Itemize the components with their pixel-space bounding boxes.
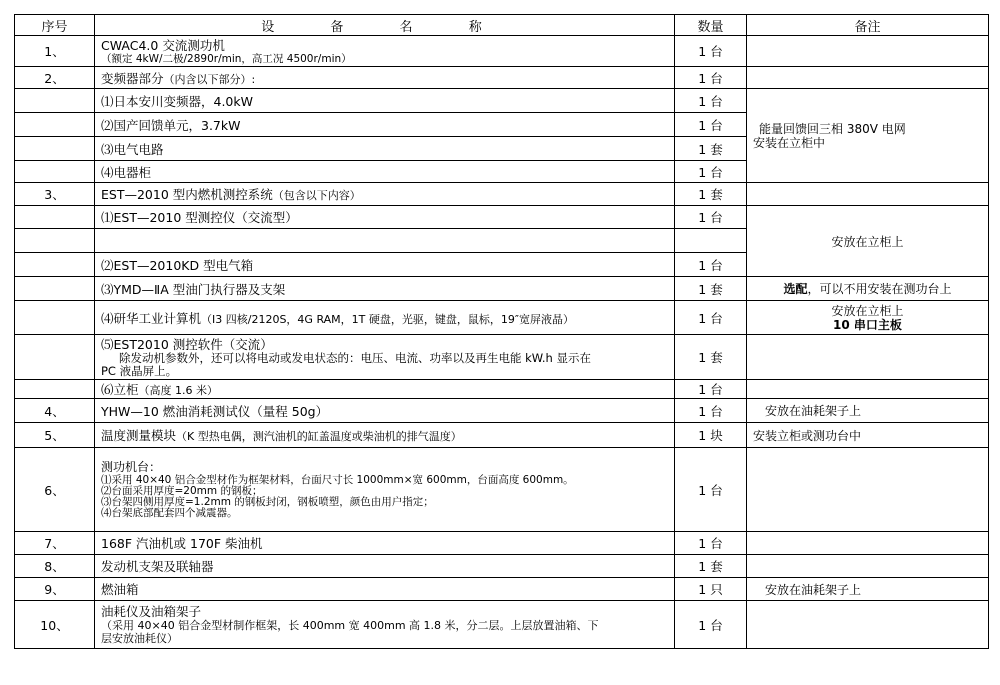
- row-no: 6、: [15, 448, 95, 532]
- row-name-main: EST—2010 型内燃机测控系统: [101, 187, 273, 202]
- row-name-main: 油耗仪及油箱架子: [101, 604, 202, 619]
- row-name: [95, 423, 675, 448]
- row-name-line2: 层安放油耗仪）: [101, 632, 178, 645]
- remark-pc-line1: 安放在立柜上: [831, 303, 904, 318]
- row-name: [95, 183, 675, 206]
- row-no: [15, 335, 95, 380]
- remark-fuel: 安放在油耗架子上: [747, 399, 989, 423]
- row-remark: [747, 183, 989, 206]
- row-qty: 1 台: [675, 301, 747, 335]
- row-no: [15, 277, 95, 301]
- remark-vfd: [747, 89, 989, 183]
- row-name: ⑶电气电路: [95, 137, 675, 161]
- remark-ymd: [747, 277, 989, 301]
- remark-temp: 安装立柜或测功台中: [747, 423, 989, 448]
- row-name: 168F 汽油机或 170F 柴油机: [95, 532, 675, 555]
- row-name-main: ⑷研华工业计算机: [101, 310, 202, 326]
- row-no: 3、: [15, 183, 95, 206]
- header-no: 序号: [15, 15, 95, 36]
- header-qty: 数量: [675, 15, 747, 36]
- row-remark: [747, 555, 989, 578]
- row-name: ⑵EST—2010KD 型电气箱: [95, 253, 675, 277]
- row-no: [15, 301, 95, 335]
- row-no: 9、: [15, 578, 95, 601]
- row-name: 发动机支架及联轴器: [95, 555, 675, 578]
- row-name-sub: （I3 四核/2120S，4G RAM，1T 硬盘，光驱，键盘，鼠标，19″宽屏液晶）: [201, 312, 574, 326]
- table-row: [15, 380, 989, 399]
- row-qty: 1 只: [675, 578, 747, 601]
- row-qty: 1 块: [675, 423, 747, 448]
- row-no: [15, 137, 95, 161]
- remark-tank: 安放在油耗架子上: [747, 578, 989, 601]
- remark-ymd-rest: ，可以不用安装在测功台上: [807, 282, 952, 296]
- row-name-main: ⑸EST2010 测控软件（交流）: [101, 336, 273, 352]
- equipment-table: [14, 14, 989, 649]
- row-name: YHW—10 燃油消耗测试仪（量程 50g）: [95, 399, 675, 423]
- row-no: [15, 253, 95, 277]
- row-name: [95, 36, 675, 67]
- row-qty: 1 台: [675, 448, 747, 532]
- row-name: [95, 601, 675, 649]
- table-row: [15, 578, 989, 601]
- row-remark: [747, 335, 989, 380]
- row-qty: [675, 229, 747, 253]
- row-qty: 1 台: [675, 380, 747, 399]
- table-row: [15, 89, 989, 113]
- row-no: [15, 89, 95, 113]
- row-name-main: 测功机台：: [101, 460, 162, 474]
- row-qty: 1 台: [675, 399, 747, 423]
- table-row: [15, 399, 989, 423]
- row-no: [15, 206, 95, 229]
- row-name: ⑴EST—2010 型测控仪（交流型）: [95, 206, 675, 229]
- row-qty: 1 套: [675, 277, 747, 301]
- header-name: 设 备 名 称: [95, 15, 675, 36]
- row-remark: [747, 532, 989, 555]
- table-row: [15, 301, 989, 335]
- row-remark: [747, 601, 989, 649]
- row-name-main: 变频器部分: [101, 70, 164, 86]
- table-row: [15, 423, 989, 448]
- row-name-sub: （包含以下内容）: [272, 189, 361, 202]
- row-no: 8、: [15, 555, 95, 578]
- row-name: [95, 380, 675, 399]
- table-row: [15, 335, 989, 380]
- row-name: ⑷电器柜: [95, 161, 675, 183]
- row-no: [15, 229, 95, 253]
- remark-cabinet: 安放在立柜上: [747, 206, 989, 277]
- row-qty: 1 台: [675, 113, 747, 137]
- remark-vfd-line2: 安装在立柜中: [753, 135, 826, 150]
- table-row: [15, 36, 989, 67]
- table-row: [15, 601, 989, 649]
- row-qty: 1 台: [675, 601, 747, 649]
- table-row: [15, 448, 989, 532]
- row-qty: 1 台: [675, 67, 747, 89]
- row-remark: [747, 36, 989, 67]
- header-row: [15, 15, 989, 36]
- row-remark: [747, 380, 989, 399]
- row-name: [95, 229, 675, 253]
- row-name: [95, 335, 675, 380]
- row-no: [15, 380, 95, 399]
- row-remark: [747, 448, 989, 532]
- row-name-sub: （内含以下部分）:: [163, 72, 256, 86]
- row-name-main: CWAC4.0 交流测功机: [101, 37, 225, 53]
- row-qty: 1 套: [675, 183, 747, 206]
- row-no: 7、: [15, 532, 95, 555]
- row-name-line4: ⑷台架底部配套四个减震器。: [101, 507, 238, 519]
- row-name-line2: ⑵台面采用厚度=20mm 的钢板；: [101, 485, 263, 497]
- remark-ymd-bold: 选配: [783, 282, 808, 296]
- row-name-line3: PC 液晶屏上。: [101, 363, 178, 378]
- row-name: ⑴日本安川变频器，4.0kW: [95, 89, 675, 113]
- row-name: ⑶YMD—ⅡA 型油门执行器及支架: [95, 277, 675, 301]
- row-no: 10、: [15, 601, 95, 649]
- row-no: 4、: [15, 399, 95, 423]
- row-remark: [747, 67, 989, 89]
- row-no: 1、: [15, 36, 95, 67]
- row-name: [95, 448, 675, 532]
- row-qty: 1 套: [675, 555, 747, 578]
- row-name: [95, 67, 675, 89]
- row-no: [15, 161, 95, 183]
- table-row: [15, 555, 989, 578]
- row-no: 2、: [15, 67, 95, 89]
- remark-pc: [747, 301, 989, 335]
- table-row: [15, 67, 989, 89]
- row-name: ⑵国产回馈单元，3.7kW: [95, 113, 675, 137]
- table-row: [15, 206, 989, 229]
- row-qty: 1 台: [675, 161, 747, 183]
- row-no: 5、: [15, 423, 95, 448]
- row-name-line1: ⑴采用 40×40 铝合金型材作为框架材料，台面尺寸长 1000mm×宽 600mm，台面高度 600mm。: [101, 474, 574, 486]
- row-name-line2: 除发动机参数外，还可以将电动或发电状态的：电压、电流、功率以及再生电能 kW.h 显示在: [119, 350, 591, 365]
- table-row: [15, 532, 989, 555]
- row-name-sub: （高度 1.6 米）: [138, 384, 219, 397]
- row-name-line3: ⑶台架四侧用厚度=1.2mm 的钢板封闭，钢板喷塑，颜色由用户指定；: [101, 496, 434, 508]
- row-qty: 1 台: [675, 253, 747, 277]
- row-name-sub: （额定 4kW/二极/2890r/min，高工况 4500r/min）: [101, 52, 352, 65]
- row-name-main: 温度测量模块: [101, 428, 177, 443]
- row-no: [15, 113, 95, 137]
- row-qty: 1 台: [675, 36, 747, 67]
- row-qty: 1 套: [675, 137, 747, 161]
- row-name-main: ⑹立柜: [101, 382, 139, 397]
- row-qty: 1 台: [675, 89, 747, 113]
- row-qty: 1 台: [675, 206, 747, 229]
- row-qty: 1 套: [675, 335, 747, 380]
- row-qty: 1 台: [675, 532, 747, 555]
- remark-vfd-line1: 能量回馈回三相 380V 电网: [759, 121, 906, 136]
- table-row: [15, 183, 989, 206]
- row-name-line1: （采用 40×40 铝合金型材制作框架，长 400mm 宽 400mm 高 1.8 米，分二层。上层放置油箱、下: [101, 619, 599, 632]
- row-name-sub: （K 型热电偶，测汽油机的缸盖温度或柴油机的排气温度）: [176, 430, 462, 443]
- row-name: 燃油箱: [95, 578, 675, 601]
- table-row: [15, 277, 989, 301]
- header-remark: 备注: [747, 15, 989, 36]
- remark-pc-line2: 10 串口主板: [833, 317, 902, 332]
- row-name: [95, 301, 675, 335]
